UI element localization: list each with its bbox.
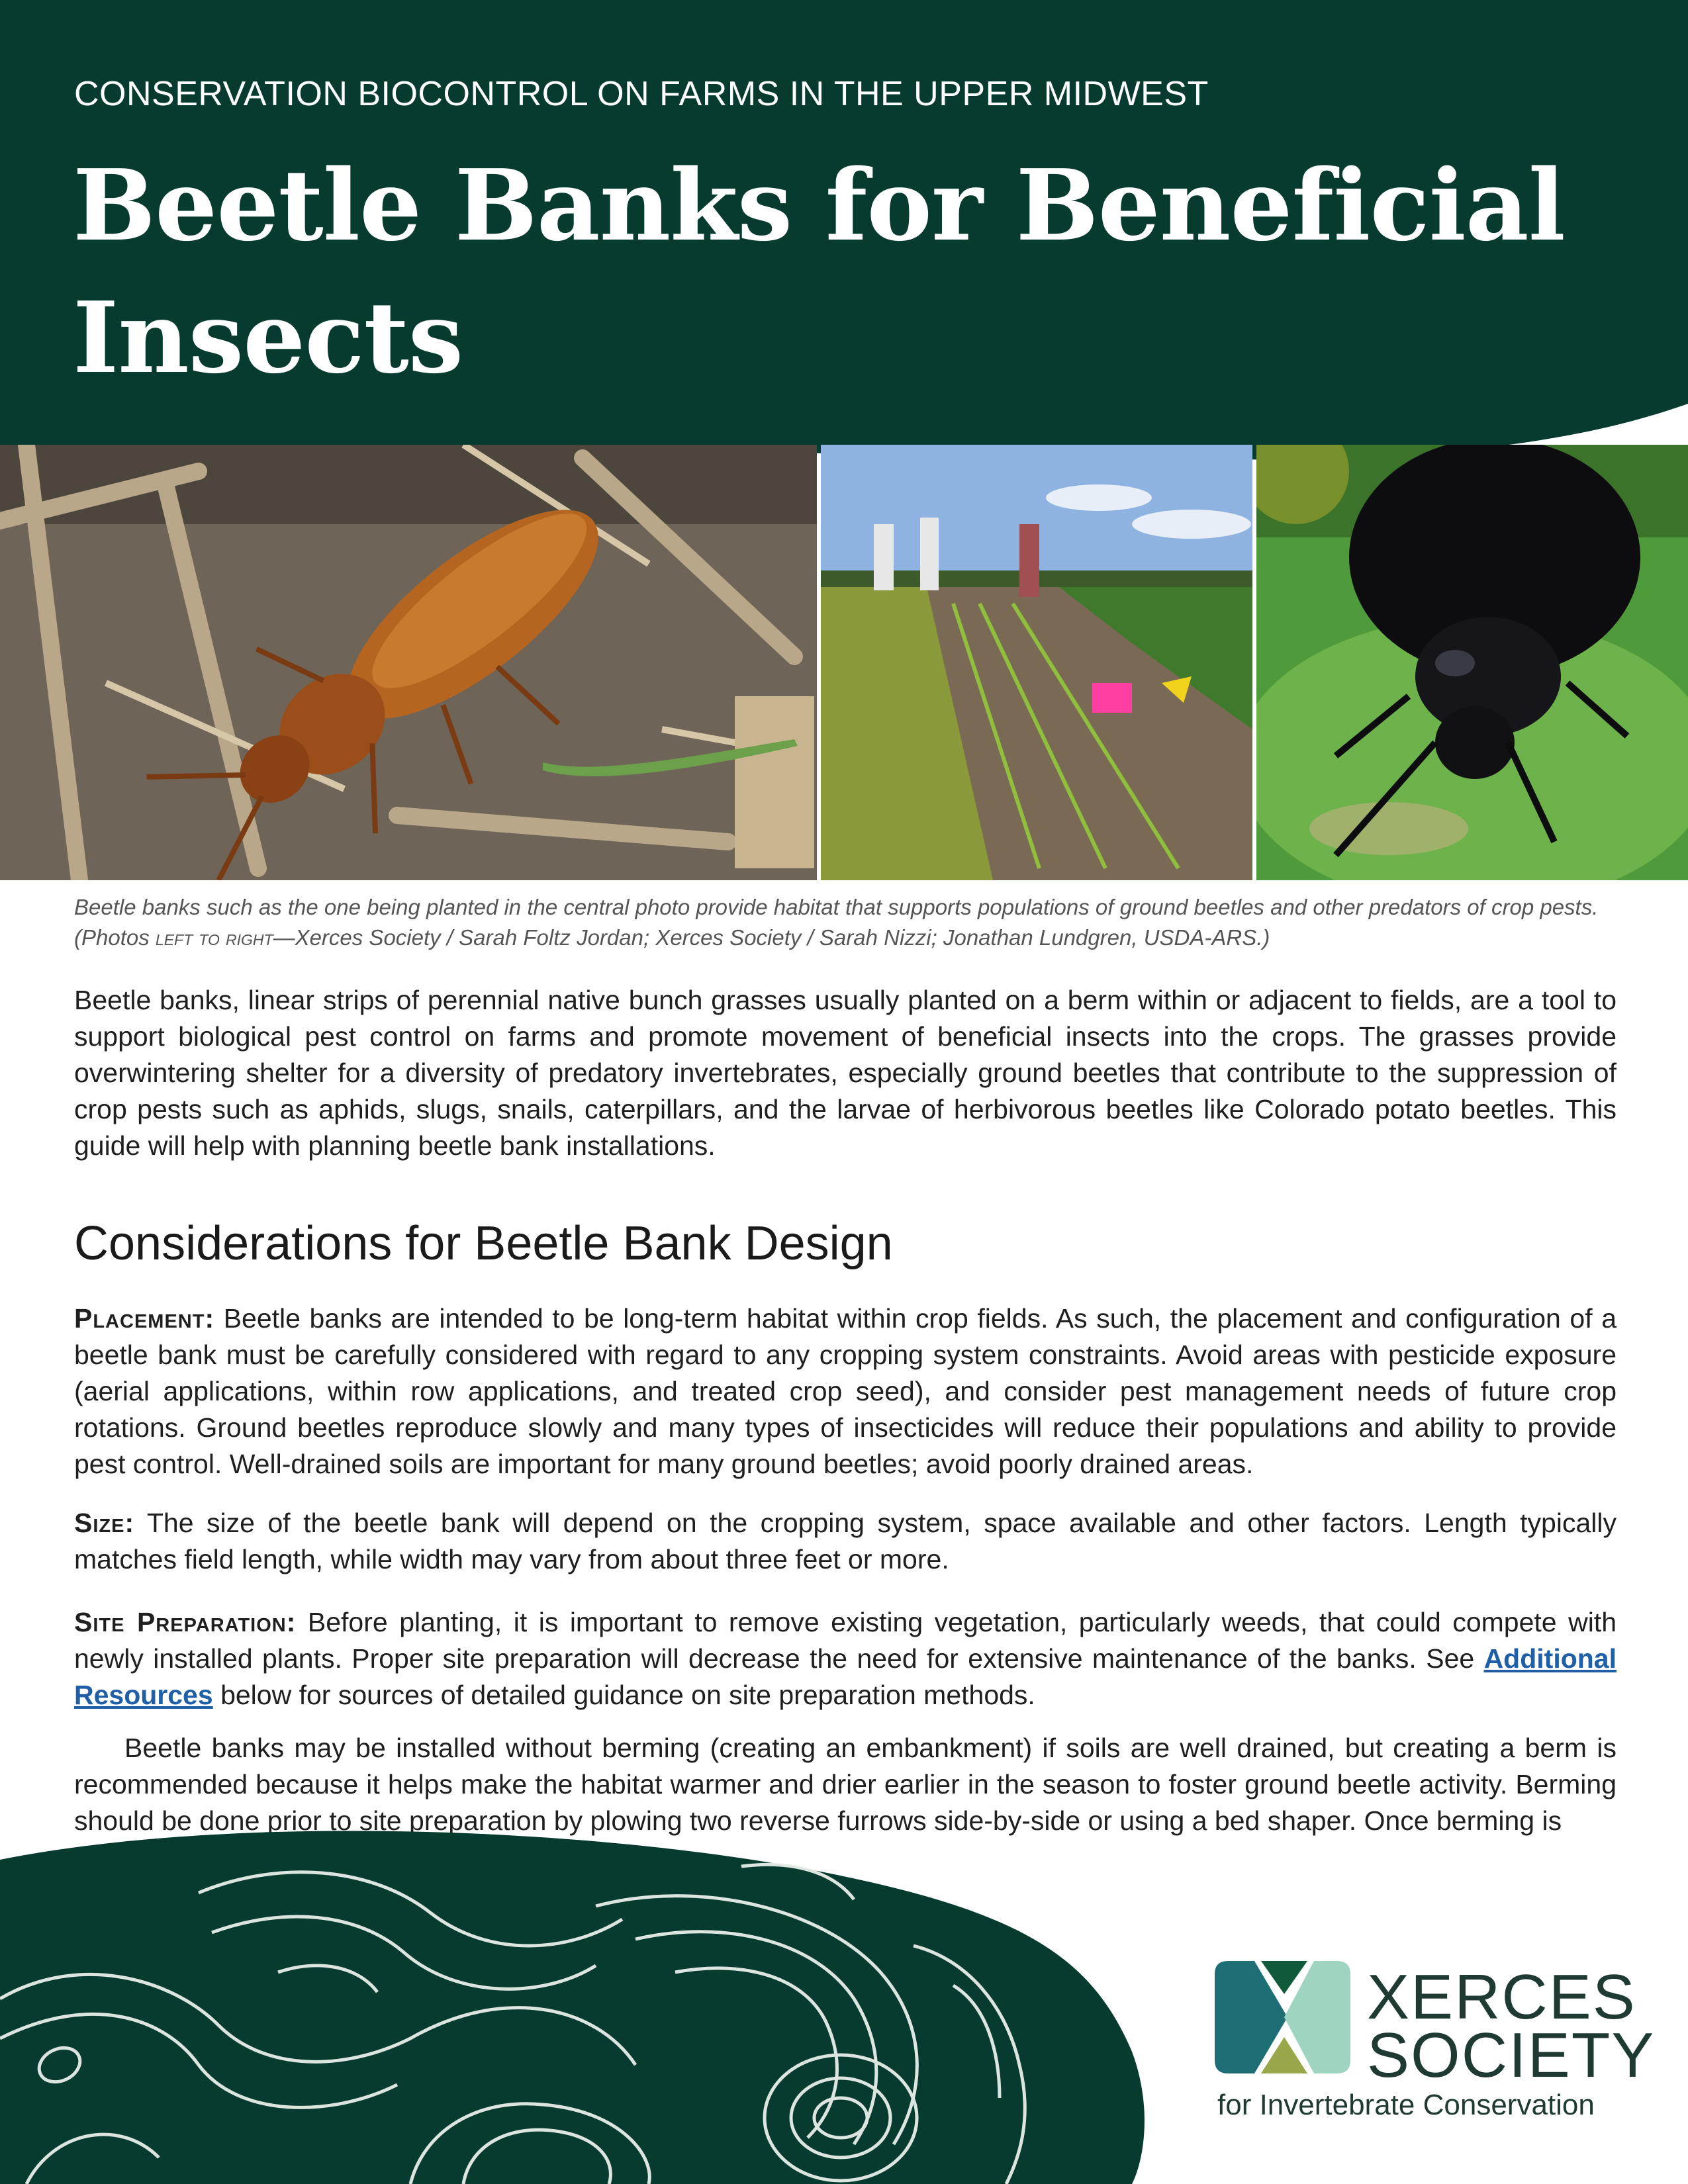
logo-word-society: SOCIETY	[1367, 2020, 1656, 2091]
page-title: Beetle Banks for Beneficial Insects	[73, 148, 1565, 395]
berming-paragraph: Beetle banks may be installed without berming (creating an embankment) if soils are well drained, but creating a berm is recommended because it helps make the habitat warmer and drier earlier in the season to foster ground beetle activity. Berming should be done prior to site preparation by plowing two reverse furrows side-by-side or using a bed shaper. Once berming is	[74, 1733, 1617, 1836]
caption-direction: left to right	[155, 925, 273, 950]
placement-text: Beetle banks are intended to be long-term habitat within crop fields. As such, the placement and configuration of a beetle bank must be carefully considered with regard to any cropping system constraints. Avoid areas with pesticide exposure (aerial applications, within row applications, and treated crop seed), and consider pest management needs of future crop rotations. Ground beetles reproduce slowly and many types of insecticides will reduce their populations and ability to provide pest control. Well-drained soils are important for many ground beetles; avoid poorly drained areas.	[74, 1303, 1617, 1479]
xerces-x-mark-icon	[1215, 1958, 1354, 2077]
site-prep-label: Site Preparation:	[74, 1607, 297, 1637]
placement-label: Placement:	[74, 1303, 215, 1334]
logo-tagline: for Invertebrate Conservation	[1217, 2089, 1595, 2121]
size-label: Size:	[74, 1508, 135, 1538]
header-kicker: CONSERVATION BIOCONTROL ON FARMS IN THE UPPER MIDWEST	[74, 75, 1209, 113]
size-text: The size of the beetle bank will depend on the cropping system, space available and other factors. Length typically matches field length, while width may vary from about three feet or more.	[74, 1508, 1617, 1574]
additional-resources-link[interactable]: Additional Resources	[74, 1643, 1617, 1710]
logo-word-xerces: XERCES	[1367, 1962, 1636, 2032]
caption-credits: —Xerces Society / Sarah Foltz Jordan; Xerces Society / Sarah Nizzi; Jonathan Lundgren, USDA-ARS.)	[273, 925, 1270, 950]
size-paragraph	[74, 1505, 1617, 1578]
site-prep-text-2: below for sources of detailed guidance on site preparation methods.	[212, 1680, 1035, 1710]
beetle-bank-planting-photo	[821, 445, 1252, 880]
xerces-society-logo	[1215, 1958, 1656, 2123]
section-heading: Considerations for Beetle Bank Design	[74, 1217, 893, 1270]
intro-paragraph: Beetle banks, linear strips of perennial native bunch grasses usually planted on a berm within or adjacent to fields, are a tool to support biological pest control on farms and promote movement of beneficial insects into the crops. The grasses provide overwintering shelter for a diversity of predatory invertebrates, especially ground beetles that contribute to the suppression of crop pests such as aphids, slugs, snails, caterpillars, and the larvae of herbivorous beetles like Colorado potato beetles. This guide will help with planning beetle bank installations.	[74, 985, 1617, 1161]
site-prep-text-1: Before planting, it is important to remove existing vegetation, particularly weeds, that could compete with newly installed plants. Proper site preparation will decrease the need for extensive maintenance of the banks. See	[74, 1607, 1617, 1674]
brown-ground-beetle-photo	[0, 445, 817, 880]
black-ground-beetle-photo	[1256, 445, 1688, 880]
site-prep-paragraph	[74, 1604, 1617, 1713]
caption-text: Beetle banks such as the one being planted in the central photo provide habitat that supports populations of ground beetles and other predators of crop pests. (Photos	[74, 895, 1599, 950]
placement-paragraph	[74, 1300, 1617, 1482]
photo-caption	[74, 892, 1617, 953]
